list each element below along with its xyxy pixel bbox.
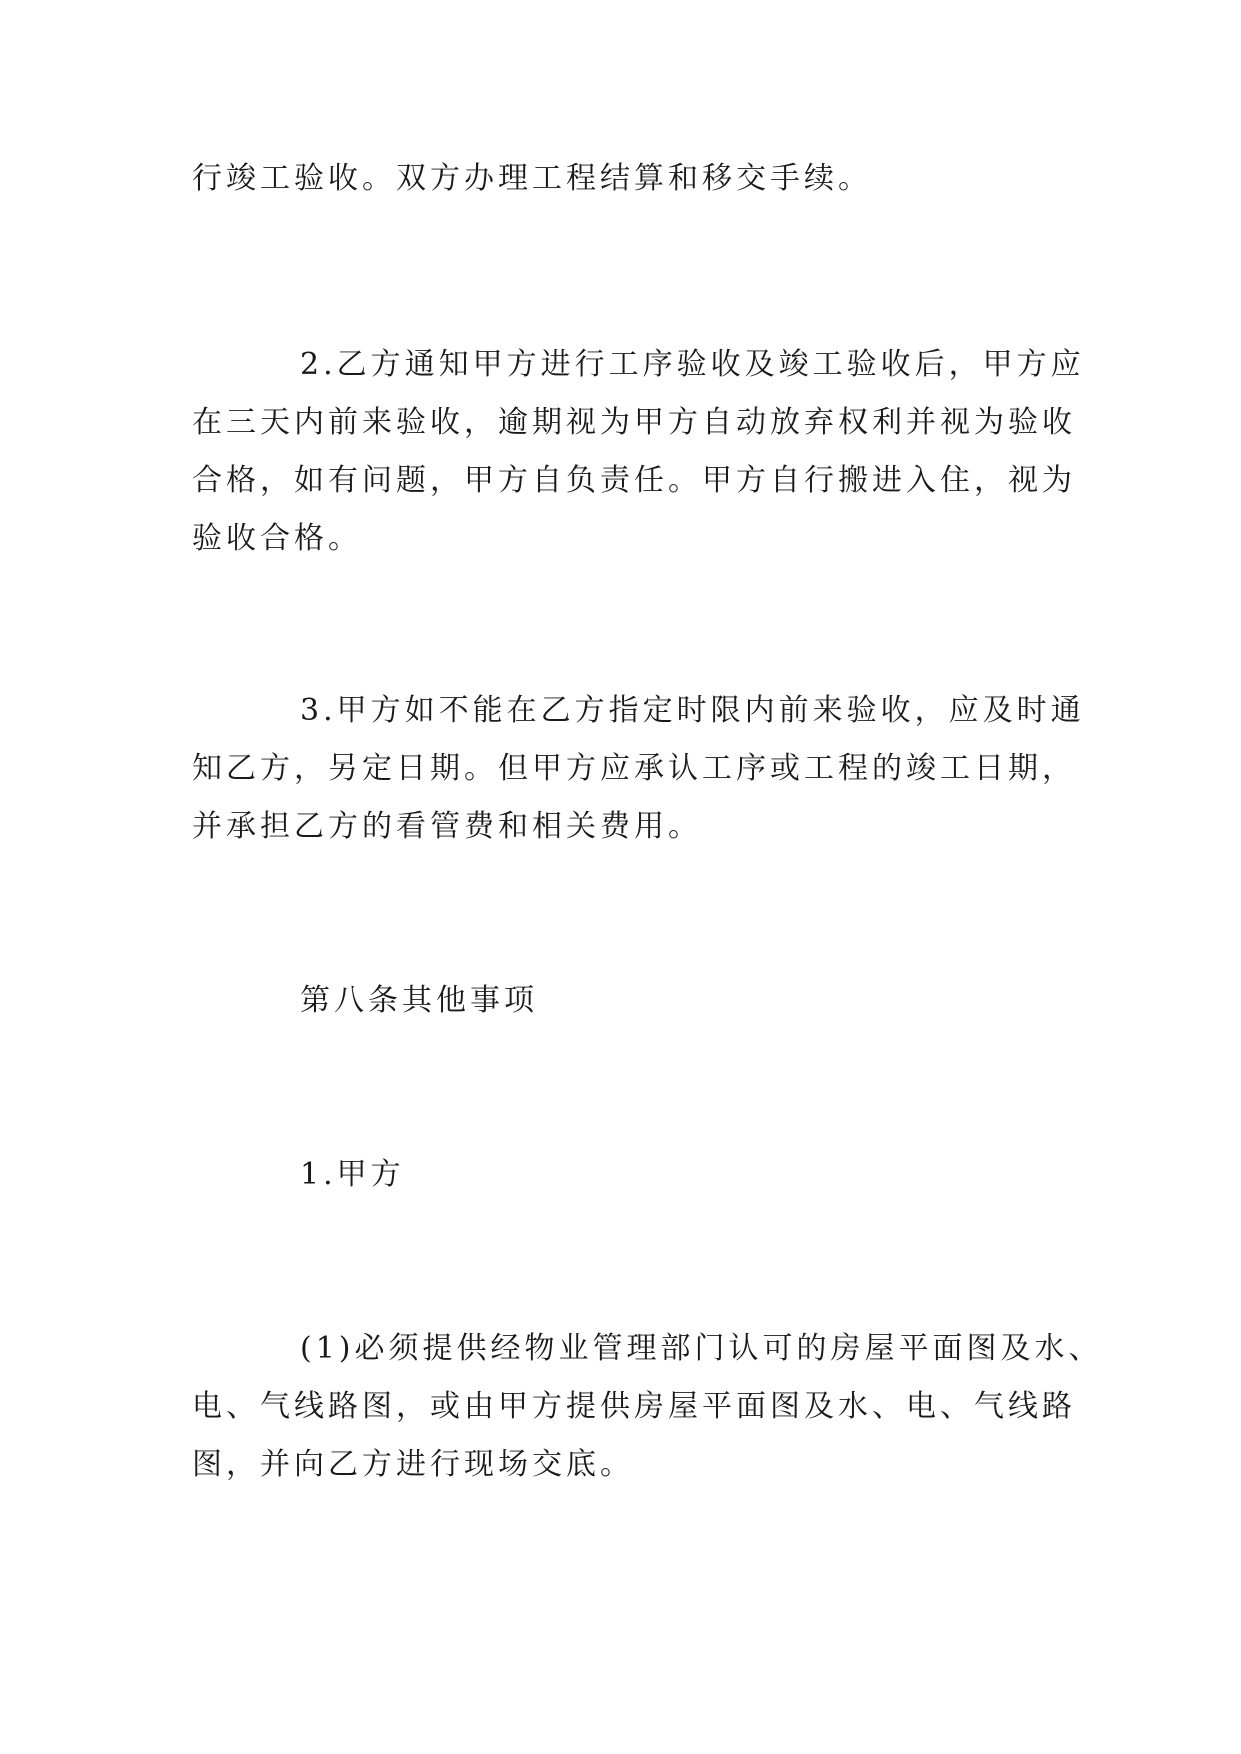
text-line: 图，并向乙方进行现场交底。 (192, 1447, 634, 1482)
paragraph-item-3 (192, 682, 1085, 856)
section-heading-article-8 (192, 972, 1052, 1030)
text-line: 1.甲方 (300, 1157, 405, 1192)
text-line: 验收合格。 (192, 521, 362, 556)
text-line: 知乙方，另定日期。但甲方应承认工序或工程的竣工日期， (192, 751, 1076, 786)
text-line: 第八条其他事项 (300, 983, 538, 1018)
text-line: 并承担乙方的看管费和相关费用。 (192, 809, 702, 844)
paragraph-party-a-heading (192, 1146, 1052, 1204)
paragraph-item-2 (192, 336, 1085, 568)
paragraph-completion-acceptance (192, 150, 1052, 208)
text-line: 3.甲方如不能在乙方指定时限内前来验收，应及时通 (300, 693, 1085, 728)
text-line: 行竣工验收。双方办理工程结算和移交手续。 (192, 161, 872, 196)
text-line: 在三天内前来验收，逾期视为甲方自动放弃权利并视为验收 (192, 405, 1076, 440)
text-line: 合格，如有问题，甲方自负责任。甲方自行搬进入住，视为 (192, 463, 1076, 498)
text-line: (1)必须提供经物业管理部门认可的房屋平面图及水、 (300, 1331, 1103, 1366)
text-line: 2.乙方通知甲方进行工序验收及竣工验收后，甲方应 (300, 347, 1085, 382)
text-line: 电、气线路图，或由甲方提供房屋平面图及水、电、气线路 (192, 1389, 1076, 1424)
paragraph-subitem-1 (192, 1320, 1103, 1494)
